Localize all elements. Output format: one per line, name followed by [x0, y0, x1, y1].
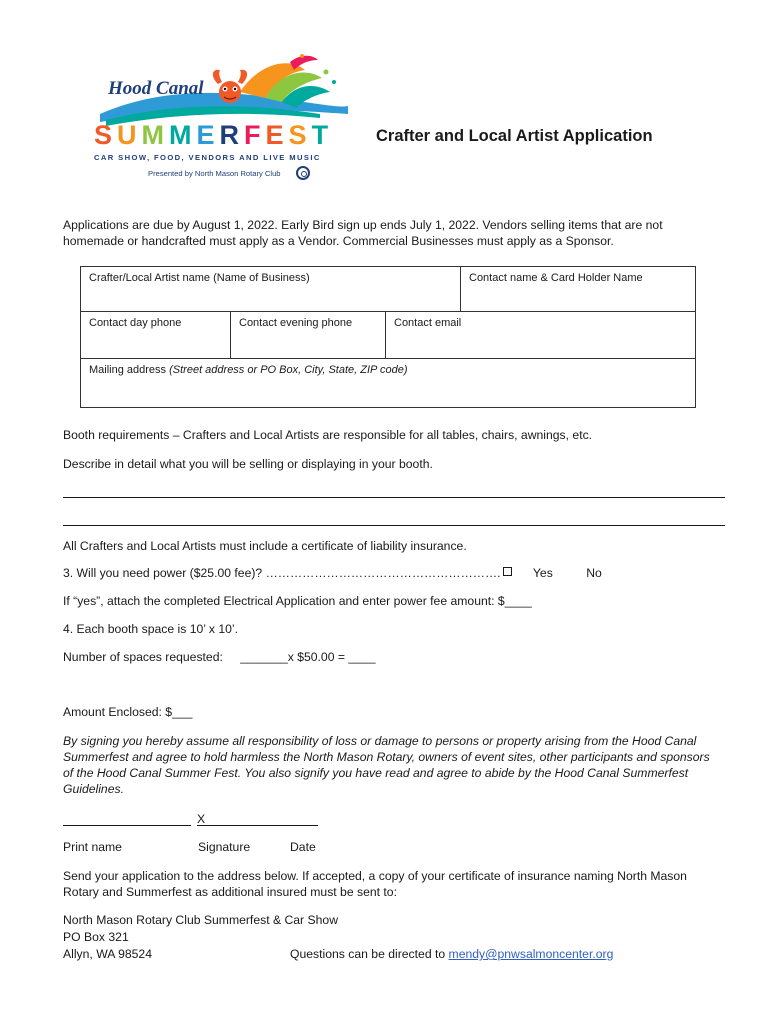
date-label: Date: [290, 840, 316, 854]
evening-phone-field[interactable]: [231, 312, 386, 359]
print-name-label: Print name: [63, 840, 122, 854]
booth-requirements: Booth requirements – Crafters and Local Artists are responsible for all tables, chairs, awnings, etc.: [63, 428, 593, 442]
describe-prompt: Describe in detail what you will be selling or displaying in your booth.: [63, 457, 433, 471]
logo-summerfest: SUMMERFEST: [94, 120, 334, 150]
logo-hood-canal: Hood Canal: [108, 78, 204, 99]
email-label: Contact email: [394, 317, 462, 329]
power-question-row: [63, 566, 602, 580]
power-yes-option[interactable]: Yes: [532, 566, 553, 580]
address-line-2: PO Box 321: [63, 930, 129, 944]
contact-email-link[interactable]: mendy@pnwsalmoncenter.org: [448, 947, 614, 961]
power-followup: If “yes”, attach the completed Electrical Application and enter power fee amount: $____: [63, 594, 532, 608]
questions-row: [290, 947, 613, 961]
signature-label: Signature: [198, 840, 251, 854]
signature-line[interactable]: [197, 825, 318, 826]
agreement-text: By signing you hereby assume all responsibility of loss or damage to persons or property arising from the Hood Canal Summerfest and agree to hold harmless the North Mason Rotary, owners of event sites, other participants and sponsors of the Hood Canal Summer Fest. You also signify you have read and agree to abide by the Hood Canal Summerfest Guidelines.: [63, 734, 710, 796]
address-line-1: North Mason Rotary Club Summerfest & Car Show: [63, 913, 338, 927]
logo-presented-by: Presented by North Mason Rotary Club: [148, 169, 281, 178]
power-question: 3. Will you need power ($25.00 fee)? ………………………………………………….: [63, 566, 501, 580]
describe-line-2[interactable]: [63, 525, 725, 526]
contact-form-table: [80, 266, 696, 408]
insurance-note: All Crafters and Local Artists must include a certificate of liability insurance.: [63, 539, 467, 553]
mailing-address-field[interactable]: [81, 359, 695, 407]
describe-line-1[interactable]: [63, 497, 725, 498]
send-instructions: Send your application to the address below. If accepted, a copy of your certificate of insurance naming North Mason Rotary and Summerfest as additional insured must be sent to:: [63, 869, 687, 899]
summerfest-logo: [90, 52, 352, 192]
business-name-label: Crafter/Local Artist name (Name of Business): [89, 272, 310, 284]
print-name-line[interactable]: [63, 825, 191, 826]
address-line-3: Allyn, WA 98524: [63, 947, 152, 961]
rotary-icon: [296, 166, 310, 180]
power-no-option[interactable]: No: [586, 566, 602, 580]
day-phone-label: Contact day phone: [89, 317, 182, 329]
spaces-formula[interactable]: _______x $50.00 = ____: [240, 650, 376, 664]
power-checkbox[interactable]: [503, 567, 512, 576]
mailing-address-label: Mailing address (Street address or PO Box, City, State, ZIP code): [89, 364, 408, 376]
intro-text: Applications are due by August 1, 2022. Early Bird sign up ends July 1, 2022. Vendors selling items that are not homemade or handcrafted must apply as a Vendor. Commercial Businesses must apply as a Sponsor.: [63, 218, 663, 248]
logo-tagline: CAR SHOW, FOOD, VENDORS AND LIVE MUSIC: [94, 153, 321, 162]
amount-enclosed[interactable]: Amount Enclosed: $___: [63, 705, 193, 719]
signature-x-mark: X: [197, 812, 206, 826]
contact-name-field[interactable]: [461, 267, 695, 312]
mailing-address-hint: (Street address or PO Box, City, State, ZIP code): [169, 364, 408, 376]
email-field[interactable]: [386, 312, 695, 359]
page-title: Crafter and Local Artist Application: [376, 127, 653, 145]
business-name-field[interactable]: [81, 267, 461, 312]
booth-size: 4. Each booth space is 10’ x 10’.: [63, 622, 239, 636]
evening-phone-label: Contact evening phone: [239, 317, 353, 329]
questions-text: Questions can be directed to: [290, 947, 449, 961]
spaces-label: Number of spaces requested:: [63, 650, 223, 664]
contact-name-label: Contact name & Card Holder Name: [469, 272, 643, 284]
day-phone-field[interactable]: [81, 312, 231, 359]
spaces-row: [63, 650, 376, 664]
